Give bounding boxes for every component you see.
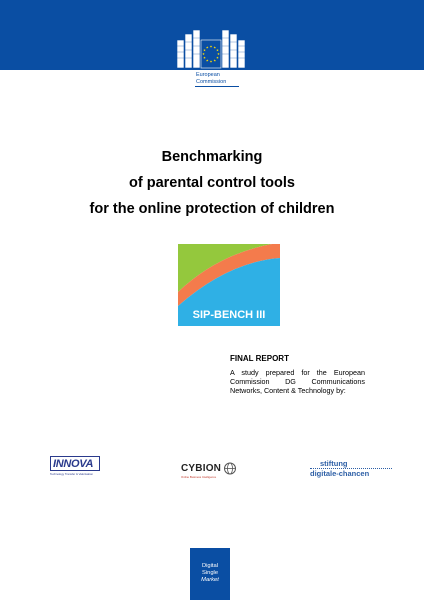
stiftung-line1: stiftung <box>320 459 348 468</box>
digital-single-market-badge <box>190 548 230 600</box>
report-type: FINAL REPORT <box>230 354 289 363</box>
issuer-divider <box>195 86 239 87</box>
sip-bench-logo <box>178 244 280 326</box>
issuer-line1: European <box>196 72 220 78</box>
innova-tagline: Technology Transfer & Valorisation <box>50 472 94 476</box>
innova-name: INNOVA <box>50 456 100 471</box>
sip-bench-label: SIP-BENCH III <box>192 309 266 321</box>
title-line-2: of parental control tools <box>129 175 295 191</box>
badge-line1: Digital <box>201 563 219 569</box>
title-line-3: for the online protection of children <box>89 201 335 217</box>
cybion-logo <box>181 462 243 484</box>
issuer-line2: Commission <box>196 78 227 85</box>
cybion-name: CYBION <box>181 463 222 474</box>
innova-logo <box>50 456 100 482</box>
stiftung-line2: digitale-chancen <box>310 468 392 478</box>
globe-icon <box>223 462 237 475</box>
badge-line3: Market <box>201 577 219 583</box>
issuer-name <box>196 72 226 85</box>
cybion-tagline: Online Business Intelligence <box>181 475 217 479</box>
title-line-1: Benchmarking <box>161 149 263 165</box>
study-statement: A study prepared for the European Commission DG Communications Networks, Content & Technology by: <box>230 368 365 396</box>
stiftung-logo <box>310 460 392 482</box>
badge-line2: Single <box>201 570 219 576</box>
